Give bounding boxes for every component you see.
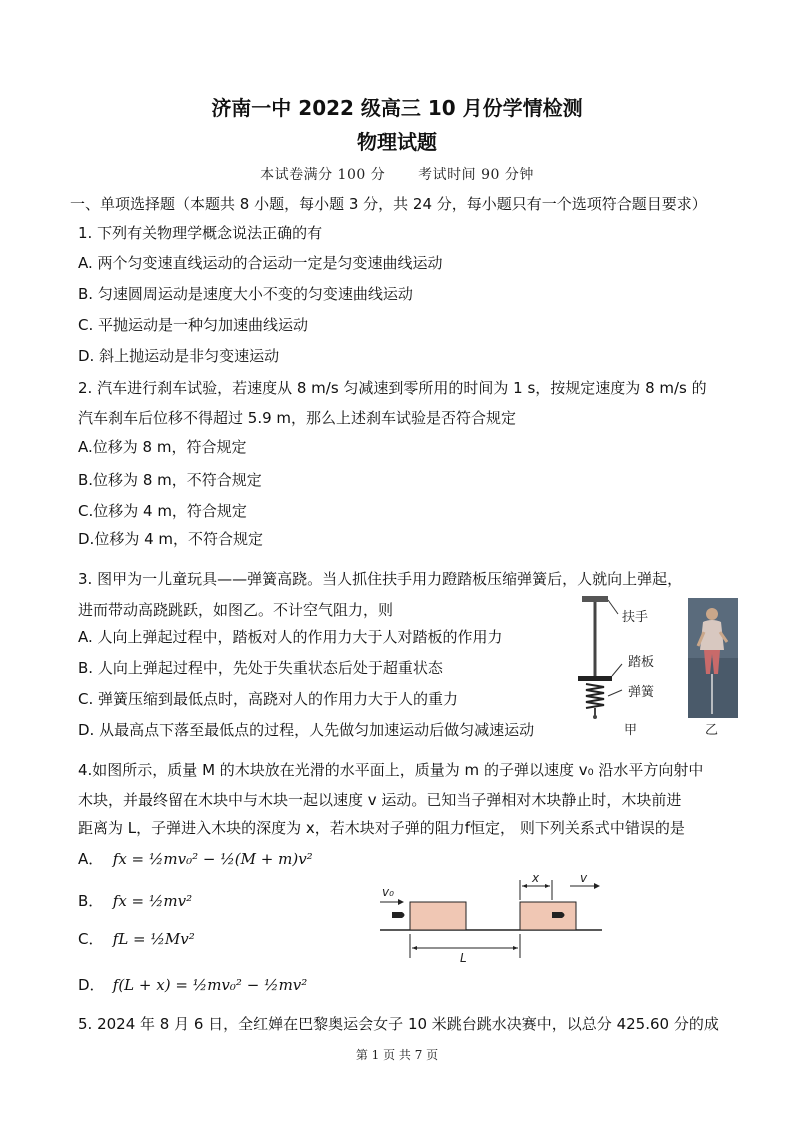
label-handle: 扶手 <box>622 610 649 625</box>
label-x: x <box>532 872 540 885</box>
q3-option-b: B. 人向上弹起过程中，先处于失重状态后处于超重状态 <box>78 659 443 677</box>
q2-option-a: A.位移为 8 m，符合规定 <box>78 438 247 456</box>
pogo-stick-figure <box>572 592 744 744</box>
exam-subtitle: 物理试题 <box>357 130 437 154</box>
label-L: L <box>460 951 467 965</box>
q2-stem-1: 2. 汽车进行刹车试验，若速度从 8 m/s 匀减速到零所用的时间为 1 s，按规定速度为 8 m/s 的 <box>78 379 707 397</box>
q2-option-b: B.位移为 8 m，不符合规定 <box>78 471 262 489</box>
q2-option-d: D.位移为 4 m，不符合规定 <box>78 530 264 548</box>
spring <box>586 684 604 708</box>
q4-option-a: A． fx = ½mv₀² − ½(M + m)v² <box>78 850 313 868</box>
time-info: 考试时间 90 分钟 <box>418 167 534 183</box>
q3-option-a: A. 人向上弹起过程中，踏板对人的作用力大于人对踏板的作用力 <box>78 628 503 646</box>
label-v0: v₀ <box>382 885 394 899</box>
q1-option-b: B. 匀速圆周运动是速度大小不变的匀变速曲线运动 <box>78 285 413 303</box>
q4-option-c: C． fL = ½Mv² <box>78 930 195 948</box>
q2-option-c: C.位移为 4 m，符合规定 <box>78 502 247 520</box>
exam-meta <box>0 164 794 184</box>
q1-option-c: C. 平抛运动是一种匀加速曲线运动 <box>78 316 309 334</box>
label-jia: 甲 <box>624 723 638 738</box>
bullet-before <box>392 912 405 918</box>
x-arrow-right <box>545 884 550 888</box>
q4-option-b: B． fx = ½mv² <box>78 892 193 910</box>
q3-stem-1: 3. 图甲为一儿童玩具——弹簧高跷。当人抓住扶手用力蹬踏板压缩弹簧后，人就向上弹起， <box>78 570 683 588</box>
q4-option-d: D． f(L + x) = ½mv₀² − ½mv² <box>78 976 308 994</box>
pedal <box>578 676 612 681</box>
q1-option-d: D. 斜上抛运动是非匀变速运动 <box>78 347 280 365</box>
v0-arrowhead <box>398 899 404 905</box>
jumper-photo <box>688 598 738 718</box>
score-info: 本试卷满分 100 分 <box>260 167 386 183</box>
L-arrow-left <box>412 946 417 950</box>
q4-stem-1: 4.如图所示，质量 M 的木块放在光滑的水平面上，质量为 m 的子弹以速度 v₀ 沿水平方向射中 <box>78 761 704 779</box>
block-initial <box>410 902 466 930</box>
block-final <box>520 902 576 930</box>
q4-stem-3: 距离为 L，子弹进入木块的深度为 x，若木块对子弹的阻力f恒定， 则下列关系式中错误的是 <box>78 819 685 837</box>
q2-stem-2: 汽车刹车后位移不得超过 5.9 m，那么上述刹车试验是否符合规定 <box>78 409 517 427</box>
q5-stem-1: 5. 2024 年 8 月 6 日，全红婵在巴黎奥运会女子 10 米跳台跳水决赛中，以总分 425.60 分的成 <box>78 1015 719 1033</box>
section-heading: 一、单项选择题（本题共 8 小题，每小题 3 分，共 24 分，每小题只有一个选项符合题目要求） <box>70 195 707 213</box>
q4-stem-2: 木块，并最终留在木块中与木块一起以速度 v 运动。已知当子弹相对木块静止时，木块前进 <box>78 791 682 809</box>
L-arrow-right <box>513 946 518 950</box>
q3-option-c: C. 弹簧压缩到最低点时，高跷对人的作用力大于人的重力 <box>78 690 459 708</box>
x-arrow-left <box>522 884 527 888</box>
label-yi: 乙 <box>705 723 719 738</box>
q3-stem-2: 进而带动高跷跳跃，如图乙。不计空气阻力，则 <box>78 601 394 619</box>
label-pedal: 踏板 <box>628 655 655 670</box>
spring-leader <box>608 690 622 696</box>
bullet-block-figure <box>372 872 612 968</box>
handle-bar <box>582 596 608 602</box>
v-arrowhead <box>594 883 600 889</box>
stick-tip <box>593 715 597 719</box>
handle-leader <box>608 600 618 614</box>
q3-option-d: D. 从最高点下落至最低点的过程，人先做匀加速运动后做匀减速运动 <box>78 721 535 739</box>
bullet-embedded <box>552 912 565 918</box>
q1-option-a: A. 两个匀变速直线运动的合运动一定是匀变速曲线运动 <box>78 254 443 272</box>
q1-stem: 1. 下列有关物理学概念说法正确的有 <box>78 224 323 242</box>
exam-title: 济南一中 2022 级高三 10 月份学情检测 <box>211 96 583 120</box>
label-spring: 弹簧 <box>628 685 655 700</box>
label-v: v <box>580 872 588 885</box>
page-number: 第 1 页 共 7 页 <box>355 1048 439 1062</box>
pedal-leader <box>612 664 622 676</box>
